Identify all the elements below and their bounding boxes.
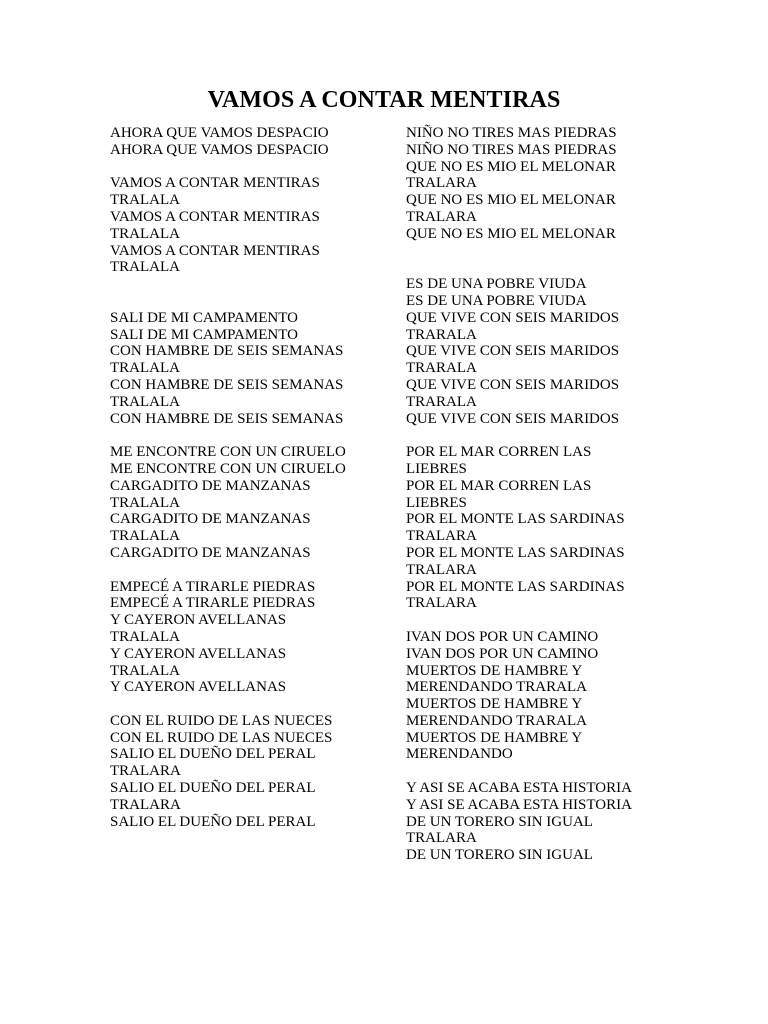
lyric-line: POR EL MONTE LAS SARDINAS xyxy=(406,578,625,595)
lyric-line: CARGADITO DE MANZANAS xyxy=(110,477,311,494)
stanza-break xyxy=(110,696,380,713)
lyric-line: DE UN TORERO SIN IGUAL xyxy=(406,813,593,830)
lyric-line: QUE VIVE CON SEIS MARIDOS xyxy=(406,343,620,360)
lyric-line: TRALARA xyxy=(406,528,477,545)
lyric-line: QUE NO ES MIO EL MELONAR xyxy=(406,158,616,175)
lyric-line: EMPECÉ A TIRARLE PIEDRAS xyxy=(110,578,316,595)
lyric-line: TRALALA xyxy=(110,494,180,511)
lyric-line: SALIO EL DUEÑO DEL PERAL xyxy=(110,813,316,830)
lyric-line: TRALARA xyxy=(406,561,477,578)
lyric-line: ME ENCONTRE CON UN CIRUELO xyxy=(110,460,346,477)
lyric-line: TRALARA xyxy=(406,830,477,847)
lyrics-left-column xyxy=(110,125,380,830)
lyric-line: QUE VIVE CON SEIS MARIDOS xyxy=(406,376,620,393)
lyric-line: TRALALA xyxy=(110,259,180,276)
lyric-line: CON HAMBRE DE SEIS SEMANAS xyxy=(110,343,344,360)
lyric-line: CON EL RUIDO DE LAS NUECES xyxy=(110,729,333,746)
lyric-line: CARGADITO DE MANZANAS xyxy=(110,544,311,561)
stanza-break xyxy=(406,427,706,444)
lyric-line: ME ENCONTRE CON UN CIRUELO xyxy=(110,444,346,461)
lyric-line: SALI DE MI CAMPAMENTO xyxy=(110,309,298,326)
stanza-break xyxy=(110,159,380,176)
lyric-line: Y ASI SE ACABA ESTA HISTORIA xyxy=(406,796,632,813)
lyric-line: QUE VIVE CON SEIS MARIDOS xyxy=(406,309,620,326)
stanza-break xyxy=(110,276,380,293)
stanza-break xyxy=(110,427,380,444)
lyric-line: TRALALA xyxy=(110,360,180,377)
lyric-line: CON HAMBRE DE SEIS SEMANAS xyxy=(110,410,344,427)
lyric-line: POR EL MAR CORREN LAS xyxy=(406,444,592,461)
stanza-break xyxy=(110,293,380,310)
lyric-line: CON EL RUIDO DE LAS NUECES xyxy=(110,712,333,729)
lyric-line: TRARALA xyxy=(406,326,477,343)
lyric-line: CON HAMBRE DE SEIS SEMANAS xyxy=(110,376,344,393)
lyric-line: MUERTOS DE HAMBRE Y xyxy=(406,729,583,746)
lyric-line: MERENDANDO TRARALA xyxy=(406,712,587,729)
stanza-break xyxy=(406,763,706,780)
lyric-line: LIEBRES xyxy=(406,460,467,477)
lyric-line: Y CAYERON AVELLANAS xyxy=(110,645,287,662)
lyric-line: VAMOS A CONTAR MENTIRAS xyxy=(110,175,320,192)
lyric-line: AHORA QUE VAMOS DESPACIO xyxy=(110,141,329,158)
lyric-line: TRALALA xyxy=(110,628,180,645)
lyric-line: QUE NO ES MIO EL MELONAR xyxy=(406,192,616,209)
lyric-line: TRARALA xyxy=(406,393,477,410)
lyric-line: QUE NO ES MIO EL MELONAR xyxy=(406,225,616,242)
lyric-line: TRALARA xyxy=(406,208,477,225)
lyric-line: SALIO EL DUEÑO DEL PERAL xyxy=(110,746,316,763)
lyric-line: TRALARA xyxy=(110,763,181,780)
lyric-line: IVAN DOS POR UN CAMINO xyxy=(406,628,599,645)
lyrics-right-column xyxy=(406,125,706,864)
stanza-break xyxy=(406,612,706,629)
lyric-line: MUERTOS DE HAMBRE Y xyxy=(406,662,583,679)
stanza-break xyxy=(406,259,706,276)
lyric-line: TRARALA xyxy=(406,360,477,377)
lyric-line: TRALARA xyxy=(406,595,477,612)
lyric-line: VAMOS A CONTAR MENTIRAS xyxy=(110,208,320,225)
lyric-line: ES DE UNA POBRE VIUDA xyxy=(406,292,587,309)
lyric-line: QUE VIVE CON SEIS MARIDOS xyxy=(406,410,620,427)
lyric-line: NIÑO NO TIRES MAS PIEDRAS xyxy=(406,141,617,158)
lyric-line: SALI DE MI CAMPAMENTO xyxy=(110,326,298,343)
lyric-line: Y ASI SE ACABA ESTA HISTORIA xyxy=(406,780,632,797)
lyric-line: LIEBRES xyxy=(406,494,467,511)
lyric-line: IVAN DOS POR UN CAMINO xyxy=(406,645,599,662)
lyric-line: NIÑO NO TIRES MAS PIEDRAS xyxy=(406,125,617,141)
document-title: VAMOS A CONTAR MENTIRAS xyxy=(207,87,561,113)
stanza-break xyxy=(406,243,706,260)
lyric-line: MERENDANDO TRARALA xyxy=(406,679,587,696)
lyric-line: MERENDANDO xyxy=(406,746,513,763)
lyric-line: AHORA QUE VAMOS DESPACIO xyxy=(110,125,329,141)
lyric-line: VAMOS A CONTAR MENTIRAS xyxy=(110,242,320,259)
lyric-line: TRALARA xyxy=(110,796,181,813)
lyric-line: DE UN TORERO SIN IGUAL xyxy=(406,847,593,864)
lyric-line: TRALARA xyxy=(406,175,477,192)
lyric-line: TRALALA xyxy=(110,225,180,242)
lyric-line: SALIO EL DUEÑO DEL PERAL xyxy=(110,780,316,797)
lyric-line: TRALALA xyxy=(110,662,180,679)
lyric-line: TRALALA xyxy=(110,528,180,545)
lyric-line: TRALALA xyxy=(110,393,180,410)
lyric-line: EMPECÉ A TIRARLE PIEDRAS xyxy=(110,595,316,612)
lyric-line: ES DE UNA POBRE VIUDA xyxy=(406,276,587,293)
stanza-break xyxy=(110,562,380,579)
lyric-line: TRALALA xyxy=(110,192,180,209)
lyric-line: MUERTOS DE HAMBRE Y xyxy=(406,696,583,713)
lyric-line: POR EL MONTE LAS SARDINAS xyxy=(406,511,625,528)
lyric-line: Y CAYERON AVELLANAS xyxy=(110,612,287,629)
lyric-line: POR EL MAR CORREN LAS xyxy=(406,477,592,494)
lyric-line: Y CAYERON AVELLANAS xyxy=(110,679,287,696)
lyric-line: POR EL MONTE LAS SARDINAS xyxy=(406,544,625,561)
lyric-line: CARGADITO DE MANZANAS xyxy=(110,511,311,528)
